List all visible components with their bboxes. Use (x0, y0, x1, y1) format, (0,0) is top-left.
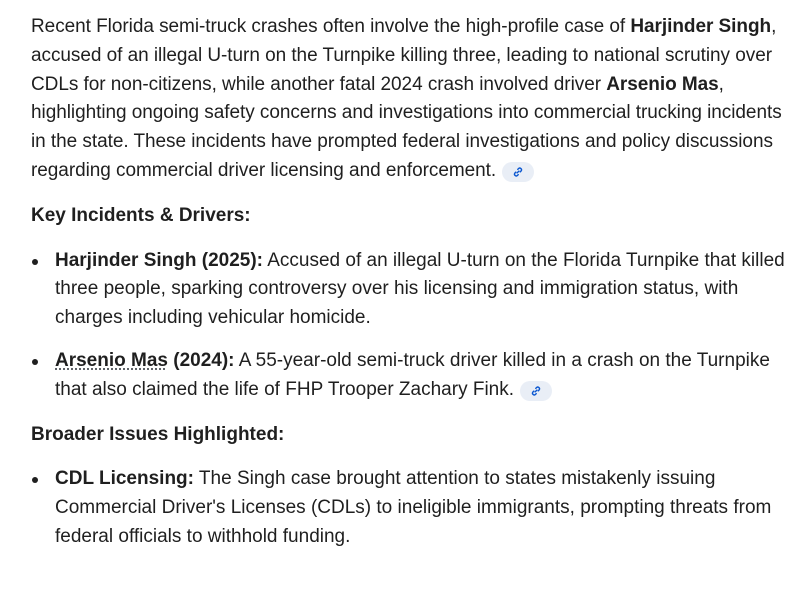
item-label: CDL Licensing: (55, 468, 194, 490)
key-incidents-list (31, 247, 792, 405)
item-text: Accused of an illegal U-turn on the Florida Turnpike that killed three people, sparking controversy over his licensing and immigration status, with charges including vehicular homicide. (55, 249, 785, 329)
bullet-dot (32, 359, 38, 365)
intro-text-1: Recent Florida semi-truck crashes often involve the high-profile case of (31, 16, 631, 37)
intro-bold-mas: Arsenio Mas (606, 73, 719, 95)
bullet-dot (32, 477, 38, 483)
list-item (31, 247, 792, 333)
bullet-dot (32, 259, 38, 265)
link-icon (511, 165, 525, 179)
intro-paragraph (31, 13, 792, 186)
item-label-year: (2024): (167, 349, 235, 371)
item-text: The Singh case brought attention to states mistakenly issuing Commercial Driver's Licenses (CDLs) to ineligible immigrants, prompting threats from federal officials to withhold funding. (55, 468, 772, 547)
source-link-chip[interactable] (502, 162, 534, 182)
intro-text-3: , highlighting ongoing safety concerns and investigations into commercial trucking incidents in the state. These incidents have prompted federal investigations and policy discussions regarding commercial driver licensing and enforcement. (31, 73, 782, 181)
section-heading-key-incidents: Key Incidents & Drivers: (31, 204, 251, 226)
list-item (31, 465, 792, 551)
section-heading-broader-issues: Broader Issues Highlighted: (31, 423, 285, 445)
list-item (31, 347, 792, 405)
item-label (55, 350, 235, 371)
broader-issues-list (31, 465, 792, 551)
link-icon (529, 384, 543, 398)
item-text: A 55-year-old semi-truck driver killed in a crash on the Turnpike that also claimed the life of FHP Trooper Zachary Fink. (55, 349, 770, 400)
item-label: Harjinder Singh (2025): (55, 249, 263, 271)
intro-bold-singh: Harjinder Singh (630, 16, 772, 37)
intro-text-2: , accused of an illegal U-turn on the Turnpike killing three, leading to national scrutiny over CDLs for non-citizens, while another fatal 2024 crash involved driver (31, 16, 777, 95)
entity-link-arsenio-mas[interactable]: Arsenio Mas (55, 349, 168, 371)
source-link-chip[interactable] (520, 381, 552, 401)
